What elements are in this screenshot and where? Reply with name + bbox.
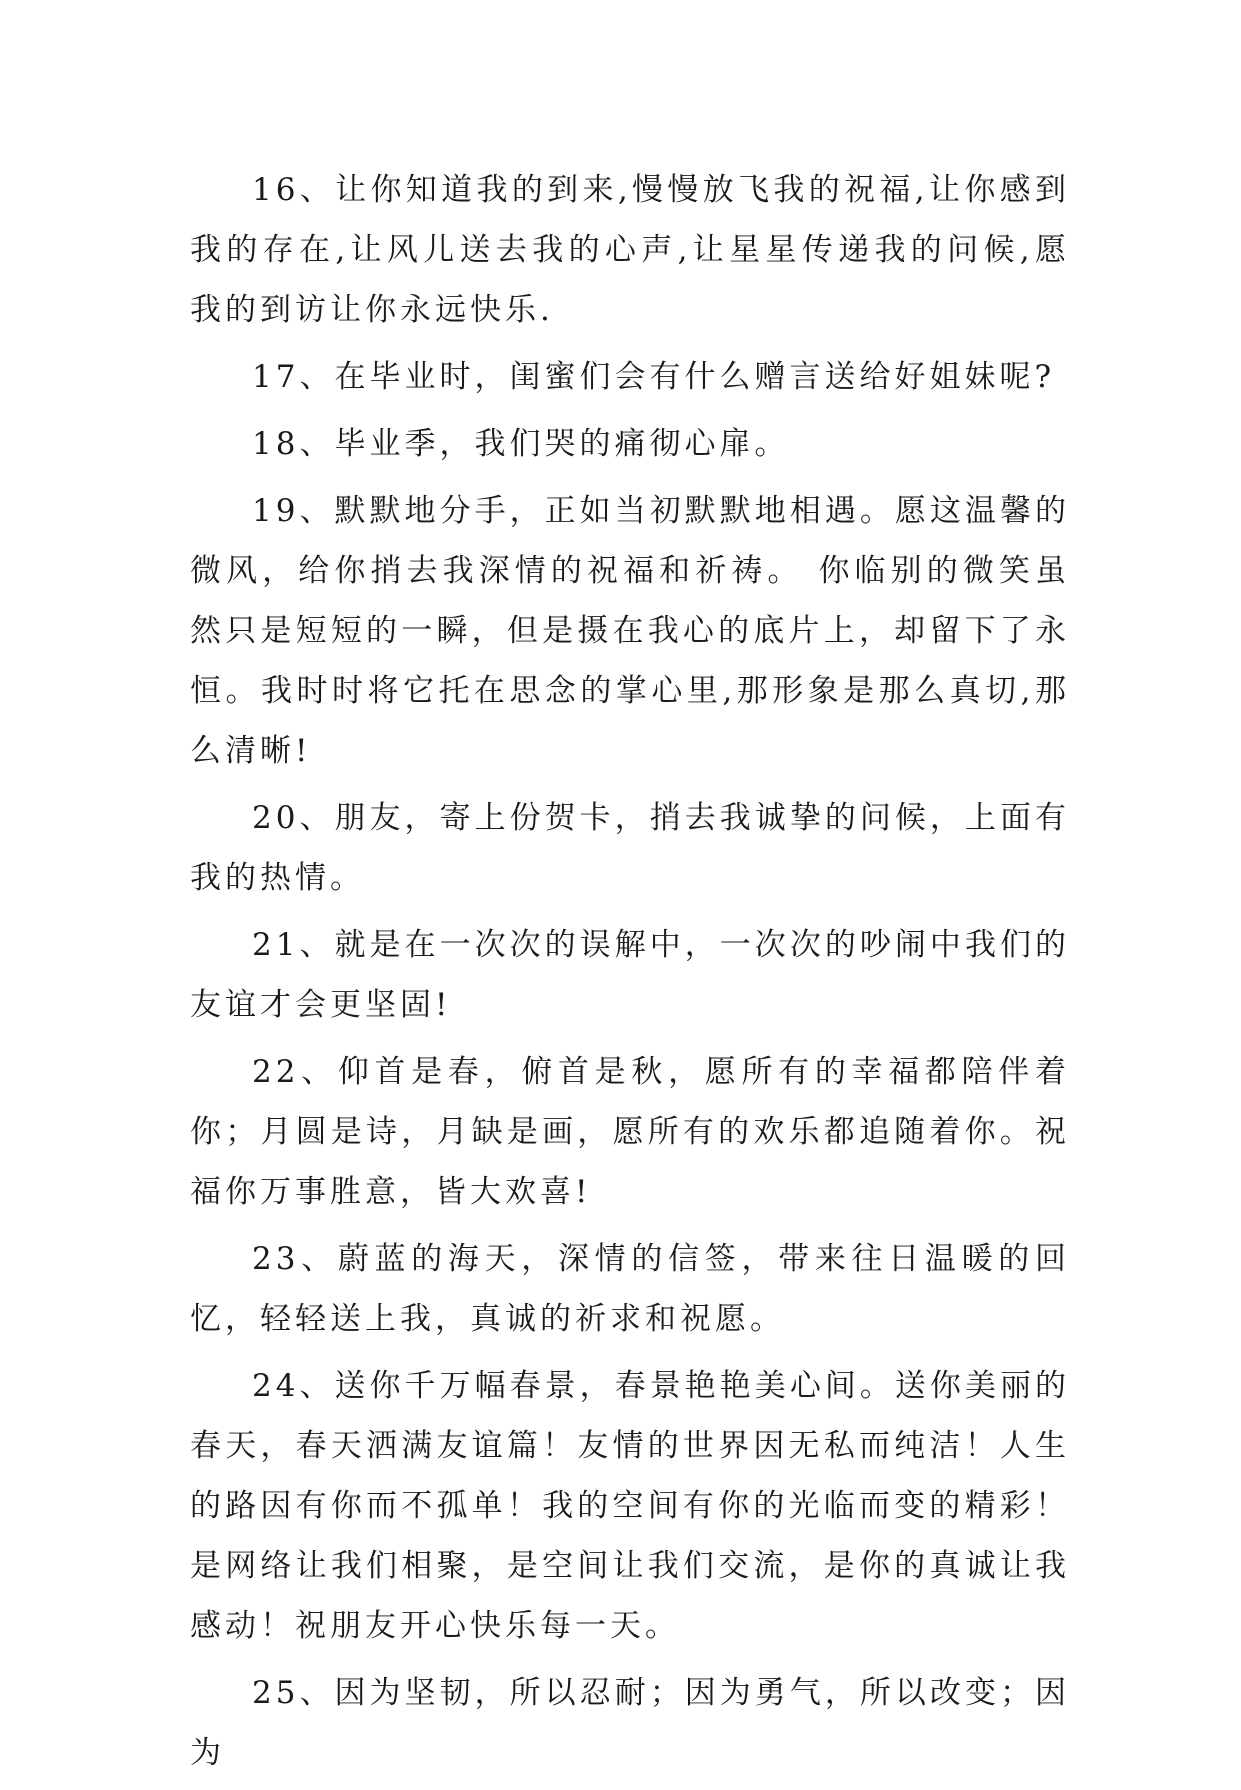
- document-body: [190, 160, 1070, 1790]
- paragraph-17: 17、在毕业时，闺蜜们会有什么赠言送给好姐妹呢?: [252, 359, 1056, 395]
- paragraph-21: 21、就是在一次次的误解中，一次次的吵闹中我们的友谊才会更坚固!: [190, 927, 1070, 1023]
- paragraph-18: 18、毕业季，我们哭的痛彻心扉。: [252, 426, 790, 462]
- paragraph-16: 16、让你知道我的到来,慢慢放飞我的祝福,让你感到我的存在,让风儿送去我的心声,让星星传递我的问候,愿我的到访让你永远快乐.: [190, 172, 1070, 328]
- paragraph-20: 20、朋友，寄上份贺卡，捎去我诚挚的问候，上面有我的热情。: [190, 800, 1070, 896]
- paragraph-24: 24、送你千万幅春景，春景艳艳美心间。送你美丽的春天，春天洒满友谊篇！友情的世界因无私而纯洁！人生的路因有你而不孤单！我的空间有你的光临而变的精彩！是网络让我们相聚，是空间让我们交流，是你的真诚让我感动！祝朋友开心快乐每一天。: [190, 1368, 1070, 1644]
- paragraph-23: 23、蔚蓝的海天，深情的信签，带来往日温暖的回忆，轻轻送上我，真诚的祈求和祝愿。: [190, 1241, 1070, 1337]
- paragraph-25: 25、因为坚韧，所以忍耐；因为勇气，所以改变；因为: [190, 1675, 1070, 1771]
- paragraph-22: 22、仰首是春，俯首是秋，愿所有的幸福都陪伴着你；月圆是诗，月缺是画，愿所有的欢乐都追随着你。祝福你万事胜意，皆大欢喜!: [190, 1054, 1070, 1210]
- paragraph-19: 19、默默地分手，正如当初默默地相遇。愿这温馨的微风，给你捎去我深情的祝福和祈祷。 你临别的微笑虽然只是短短的一瞬，但是摄在我心的底片上，却留下了永恒。我时时将它托在思念的掌心里,那形象是那么真切,那么清晰!: [190, 493, 1070, 769]
